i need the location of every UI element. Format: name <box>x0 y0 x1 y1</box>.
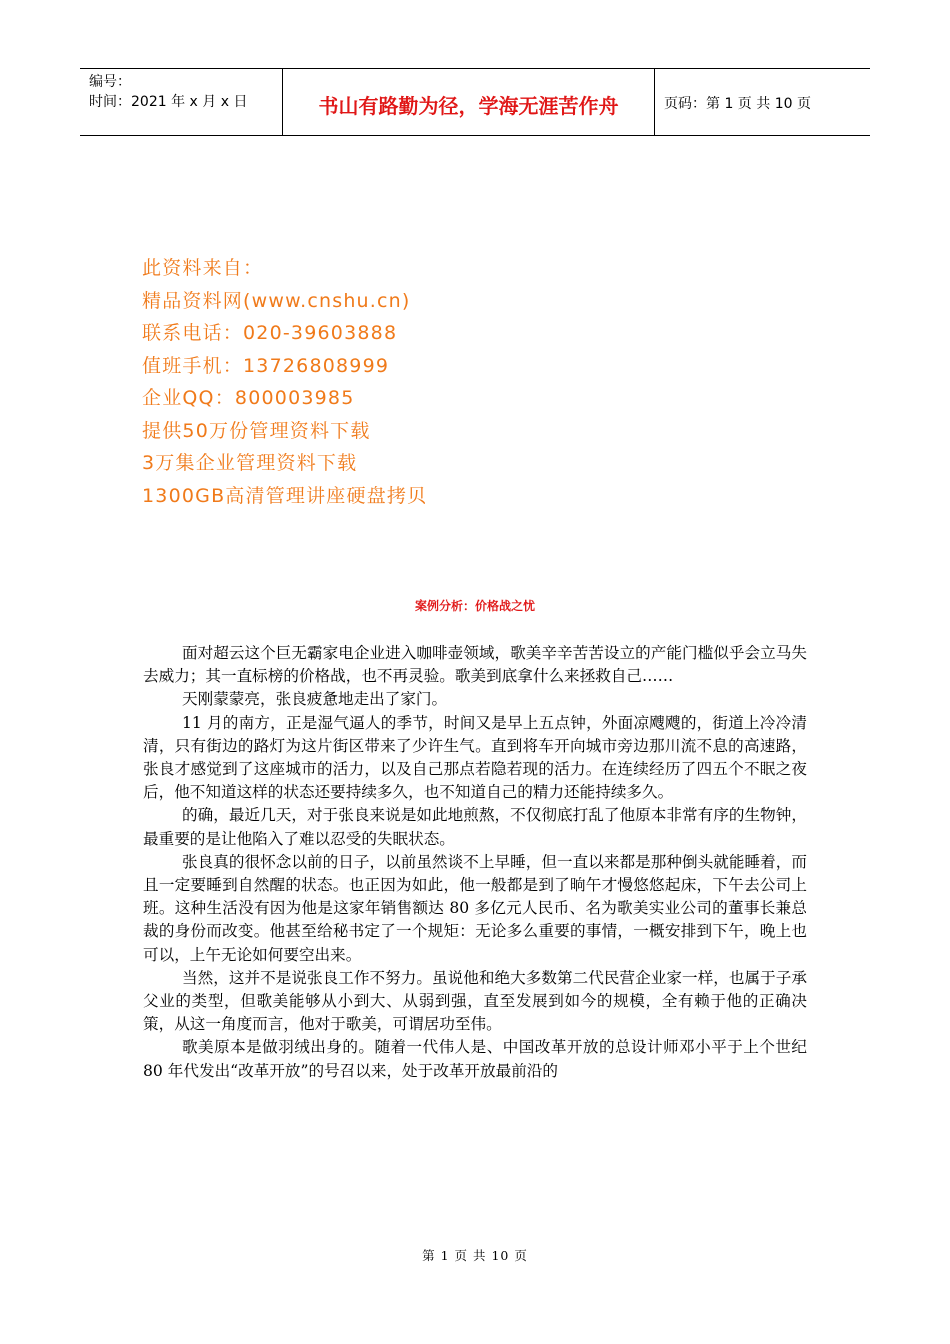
header-meta-cell <box>80 69 282 135</box>
document-header <box>80 68 870 136</box>
header-motto: 书山有路勤为径，学海无涯苦作舟 <box>282 69 655 135</box>
header-page-number: 页码：第 1 页 共 10 页 <box>664 96 811 112</box>
promo-line: 此资料来自： <box>142 257 264 279</box>
promo-line: 1300GB高清管理讲座硬盘拷贝 <box>142 484 428 507</box>
serial-number-label: 编号： <box>89 74 131 90</box>
promo-line: 3万集企业管理资料下载 <box>142 452 358 474</box>
promo-line: 提供50万份管理资料下载 <box>142 419 371 442</box>
article-paragraph: 11 月的南方，正是湿气逼人的季节，时间又是早上五点钟，外面凉飕飕的，街道上冷冷清清，只有街边的路灯为这片街区带来了少许生气。直到将车开向城市旁边那川流不息的高速路，张良才感觉到了这座城市的活力，以及自己那点若隐若现的活力。在连续经历了四五个不眠之夜后，他不知道这样的状态还要持续多久，也不知道自己的精力还能持续多久。 <box>143 713 807 802</box>
date-label: 时间：2021 年 x 月 x 日 <box>89 94 248 110</box>
article-paragraph: 歌美原本是做羽绒出身的。随着一代伟人是、中国改革开放的总设计师邓小平于上个世纪 80 年代发出“改革开放”的号召以来，处于改革开放最前沿的 <box>143 1038 807 1080</box>
article-paragraph: 的确，最近几天，对于张良来说是如此地煎熬，不仅彻底打乱了他原本非常有序的生物钟，最重要的是让他陷入了难以忍受的失眠状态。 <box>143 806 807 848</box>
article-paragraph: 面对超云这个巨无霸家电企业进入咖啡壶领域，歌美辛辛苦苦设立的产能门槛似乎会立马失去威力；其一直标榜的价格战，也不再灵验。歌美到底拿什么来拯救自己…… <box>143 644 807 686</box>
article-body <box>143 642 807 1083</box>
promo-line: 联系电话：020-39603888 <box>142 322 398 344</box>
article-paragraph: 天刚蒙蒙亮，张良疲惫地走出了家门。 <box>182 690 448 709</box>
article-title: 案例分析：价格战之忧 <box>414 599 535 613</box>
article-paragraph: 张良真的很怀念以前的日子，以前虽然谈不上早睡，但一直以来都是那种倒头就能睡着，而且一定要睡到自然醒的状态。也正因为如此，他一般都是到了晌午才慢悠悠起床，下午去公司上班。这种生活没有因为他是这家年销售额达 80 多亿元人民币、名为歌美实业公司的董事长兼总裁的身份而改变。他甚至给秘书定了一个规矩：无论多么重要的事情，一概安排到下午，晚上也可以，上午无论如何要空出来。 <box>143 852 807 964</box>
promo-block <box>142 252 427 512</box>
promo-line: 企业QQ：800003985 <box>142 387 355 409</box>
promo-line: 值班手机：13726808999 <box>142 354 390 377</box>
article-paragraph: 当然，这并不是说张良工作不努力。虽说他和绝大多数第二代民营企业家一样，也属于子承父业的类型，但歌美能够从小到大、从弱到强，直至发展到如今的规模，全有赖于他的正确决策，从这一角度而言，他对于歌美，可谓居功至伟。 <box>143 968 807 1034</box>
page-footer: 第 1 页 共 10 页 <box>422 1248 528 1263</box>
promo-line: 精品资料网(www.cnshu.cn) <box>142 289 411 312</box>
